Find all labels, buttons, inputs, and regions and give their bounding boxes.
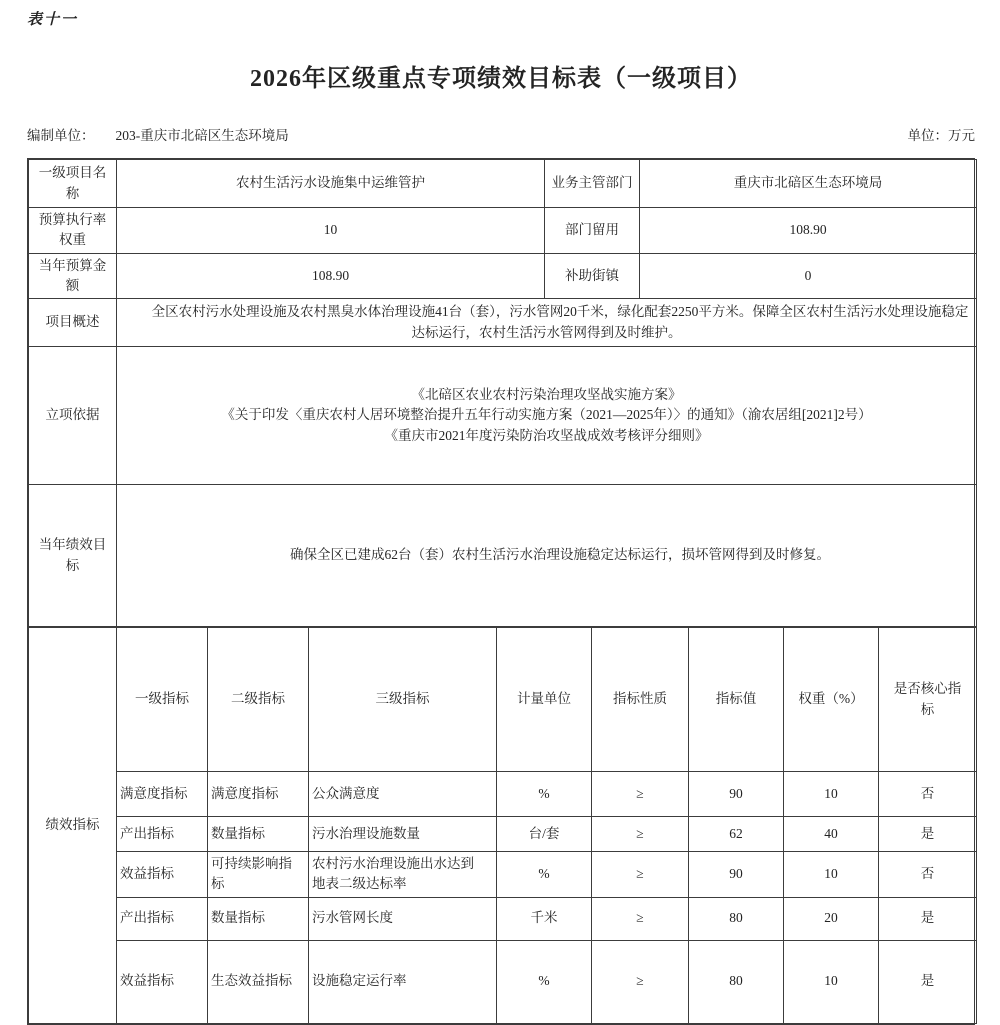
weight-cell: 10 [784, 940, 879, 1023]
header-indicator-value: 指标值 [689, 628, 784, 772]
header-level3-indicator: 三级指标 [309, 628, 497, 772]
project-overview-label: 项目概述 [29, 299, 117, 347]
project-basis-text [117, 347, 977, 485]
weight-cell: 10 [784, 772, 879, 817]
level2-indicator-cell: 可持续影响指标 [208, 852, 309, 898]
indicator-nature-cell: ≥ [592, 940, 689, 1023]
supervising-dept-value: 重庆市北碚区生态环境局 [640, 160, 977, 208]
level2-indicator-cell: 数量指标 [208, 897, 309, 940]
level2-indicator-cell: 满意度指标 [208, 772, 309, 817]
header-level1-indicator: 一级指标 [117, 628, 208, 772]
indicator-nature-cell: ≥ [592, 817, 689, 852]
basis-line: 《关于印发〈重庆农村人居环境整治提升五年行动实施方案（2021—2025年）〉的通知》（渝农居组[2021]2号） [221, 407, 872, 423]
is-core-cell: 是 [879, 817, 977, 852]
basis-line: 《北碚区农业农村污染治理攻坚战实施方案》 [411, 387, 682, 403]
indicator-header-row [29, 628, 977, 772]
info-row-project-name [29, 160, 977, 208]
prepared-by-label: 编制单位： [27, 128, 95, 143]
level1-indicator-cell: 产出指标 [117, 897, 208, 940]
project-info-table [28, 159, 977, 627]
dept-retained-value: 108.90 [640, 208, 977, 254]
header-level2-indicator: 二级指标 [208, 628, 309, 772]
level3-indicator-cell: 设施稳定运行率 [309, 940, 497, 1023]
budget-execution-weight-label: 预算执行率权重 [29, 208, 117, 254]
indicator-value-cell: 90 [689, 852, 784, 898]
measure-unit-cell: % [497, 852, 592, 898]
info-row-basis [29, 347, 977, 485]
info-row-annual-goal [29, 485, 977, 627]
header-is-core: 是否核心指标 [879, 628, 977, 772]
annual-goal-text: 确保全区已建成62台（套）农村生活污水治理设施稳定达标运行，损坏管网得到及时修复。 [117, 485, 977, 627]
annual-budget-label: 当年预算金额 [29, 253, 117, 299]
measure-unit-cell: 千米 [497, 897, 592, 940]
indicator-nature-cell: ≥ [592, 772, 689, 817]
level1-indicator-cell: 效益指标 [117, 940, 208, 1023]
project-overview-text: 全区农村污水处理设施及农村黑臭水体治理设施41台（套），污水管网20千米，绿化配套2250平方米。保障全区农村生活污水处理设施稳定达标运行，农村生活污水管网得到及时维护。 [117, 299, 977, 347]
header-weight: 权重（%） [784, 628, 879, 772]
subsidy-town-label: 补助街镇 [545, 253, 640, 299]
indicator-nature-cell: ≥ [592, 897, 689, 940]
level3-indicator-cell: 公众满意度 [309, 772, 497, 817]
level2-indicator-cell: 生态效益指标 [208, 940, 309, 1023]
indicator-row [29, 940, 977, 1023]
weight-cell: 10 [784, 852, 879, 898]
level3-indicator-cell: 污水管网长度 [309, 897, 497, 940]
is-core-cell: 否 [879, 772, 977, 817]
document-sheet [27, 8, 975, 1025]
weight-cell: 40 [784, 817, 879, 852]
page-title: 2026年区级重点专项绩效目标表（一级项目） [250, 66, 752, 92]
subsidy-town-value: 0 [640, 253, 977, 299]
measure-unit-cell: % [497, 940, 592, 1023]
currency-unit-note: 单位：万元 [907, 128, 975, 143]
indicator-value-cell: 80 [689, 940, 784, 1023]
is-core-cell: 否 [879, 852, 977, 898]
header-indicator-nature: 指标性质 [592, 628, 689, 772]
budget-execution-weight-value: 10 [117, 208, 545, 254]
performance-indicator-section-label: 绩效指标 [29, 628, 117, 1024]
performance-indicator-table [28, 627, 977, 1024]
level1-indicator-cell: 效益指标 [117, 852, 208, 898]
basis-line: 《重庆市2021年度污染防治攻坚战成效考核评分细则》 [384, 427, 709, 443]
level2-indicator-cell: 数量指标 [208, 817, 309, 852]
measure-unit-cell: % [497, 772, 592, 817]
indicator-value-cell: 80 [689, 897, 784, 940]
header-measure-unit: 计量单位 [497, 628, 592, 772]
level1-indicator-cell: 满意度指标 [117, 772, 208, 817]
indicator-row [29, 897, 977, 940]
indicator-value-cell: 90 [689, 772, 784, 817]
annual-goal-label: 当年绩效目标 [29, 485, 117, 627]
level3-indicator-cell: 污水治理设施数量 [309, 817, 497, 852]
table-number-tag: 表十一 [27, 12, 79, 28]
level3-indicator-cell: 农村污水治理设施出水达到地表二级达标率 [309, 852, 497, 898]
dept-retained-label: 部门留用 [545, 208, 640, 254]
level1-indicator-cell: 产出指标 [117, 817, 208, 852]
indicator-row [29, 817, 977, 852]
prepared-by [27, 124, 289, 144]
project-name-label: 一级项目名称 [29, 160, 117, 208]
meta-row [27, 124, 975, 144]
weight-cell: 20 [784, 897, 879, 940]
indicator-nature-cell: ≥ [592, 852, 689, 898]
indicator-value-cell: 62 [689, 817, 784, 852]
indicator-row [29, 772, 977, 817]
indicator-row [29, 852, 977, 898]
project-name-value: 农村生活污水设施集中运维管护 [117, 160, 545, 208]
is-core-cell: 是 [879, 897, 977, 940]
measure-unit-cell: 台/套 [497, 817, 592, 852]
supervising-dept-label: 业务主管部门 [545, 160, 640, 208]
is-core-cell: 是 [879, 940, 977, 1023]
project-basis-label: 立项依据 [29, 347, 117, 485]
annual-budget-value: 108.90 [117, 253, 545, 299]
info-row-budget-execution [29, 208, 977, 254]
main-form-table [27, 158, 975, 1025]
info-row-annual-budget [29, 253, 977, 299]
prepared-by-value: 203-重庆市北碚区生态环境局 [115, 128, 289, 143]
info-row-overview [29, 299, 977, 347]
